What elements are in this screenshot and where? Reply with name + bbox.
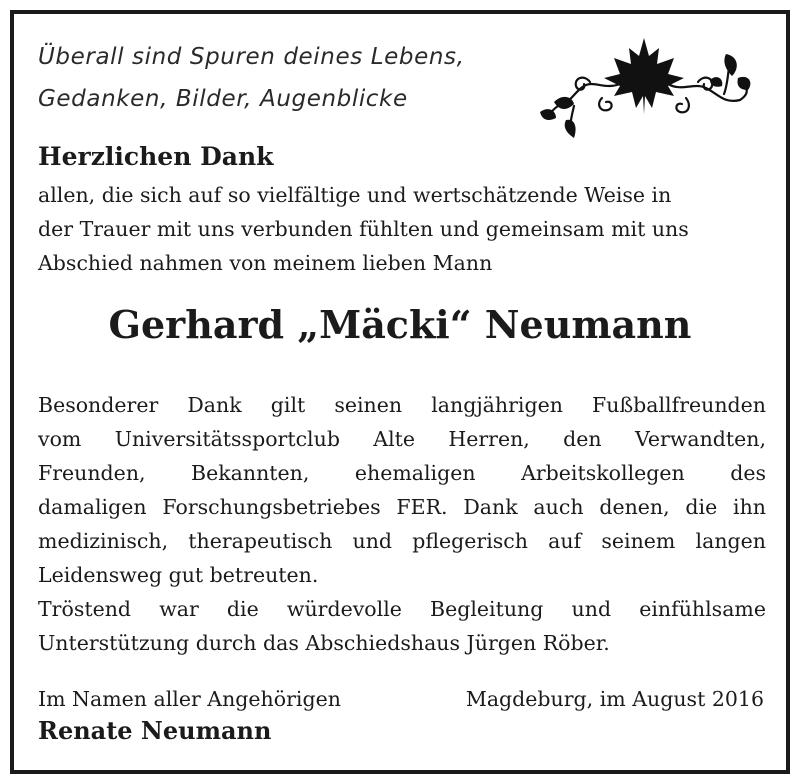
deceased-name: Gerhard „Mäcki“ Neumann bbox=[108, 302, 692, 347]
thanks-line: Unterstützung durch das Abschiedshaus Jürgen Röber. bbox=[38, 631, 610, 655]
thanks-line: vom Universitätssportclub Alte Herren, den Verwandten, bbox=[38, 427, 766, 451]
thanks-line: damaligen Forschungsbetriebes FER. Dank auch denen, die ihn bbox=[38, 495, 766, 519]
motto-line: Überall sind Spuren deines Lebens, bbox=[38, 44, 465, 70]
motto-line: Gedanken, Bilder, Augenblicke bbox=[38, 86, 408, 112]
intro-line: Abschied nahmen von meinem lieben Mann bbox=[38, 251, 493, 275]
thanks-line: Leidensweg gut betreuten. bbox=[38, 563, 319, 587]
thanks-line: Tröstend war die würdevolle Begleitung und einfühlsame bbox=[38, 597, 766, 621]
signer-name: Renate Neumann bbox=[38, 716, 272, 745]
place-date: Magdeburg, im August 2016 bbox=[465, 687, 764, 711]
on-behalf-text: Im Namen aller Angehörigen bbox=[38, 687, 341, 711]
maple-leaf-vine-icon bbox=[528, 34, 760, 146]
thanks-line: Freunden, Bekannten, ehemaligen Arbeitskollegen des bbox=[38, 461, 766, 485]
thanks-paragraph bbox=[38, 388, 766, 660]
intro-line: allen, die sich auf so vielfältige und wertschätzende Weise in bbox=[38, 183, 672, 207]
thanks-line: medizinisch, therapeutisch und pflegerisch auf seinem langen bbox=[38, 529, 766, 553]
intro-line: der Trauer mit uns verbunden fühlten und gemeinsam mit uns bbox=[38, 217, 689, 241]
heading-thanks: Herzlichen Dank bbox=[38, 142, 274, 171]
thanks-line: Besonderer Dank gilt seinen langjährigen Fußballfreunden bbox=[38, 393, 766, 417]
obituary-notice bbox=[10, 10, 790, 774]
intro-paragraph bbox=[38, 178, 778, 280]
motto-verse bbox=[38, 36, 518, 120]
